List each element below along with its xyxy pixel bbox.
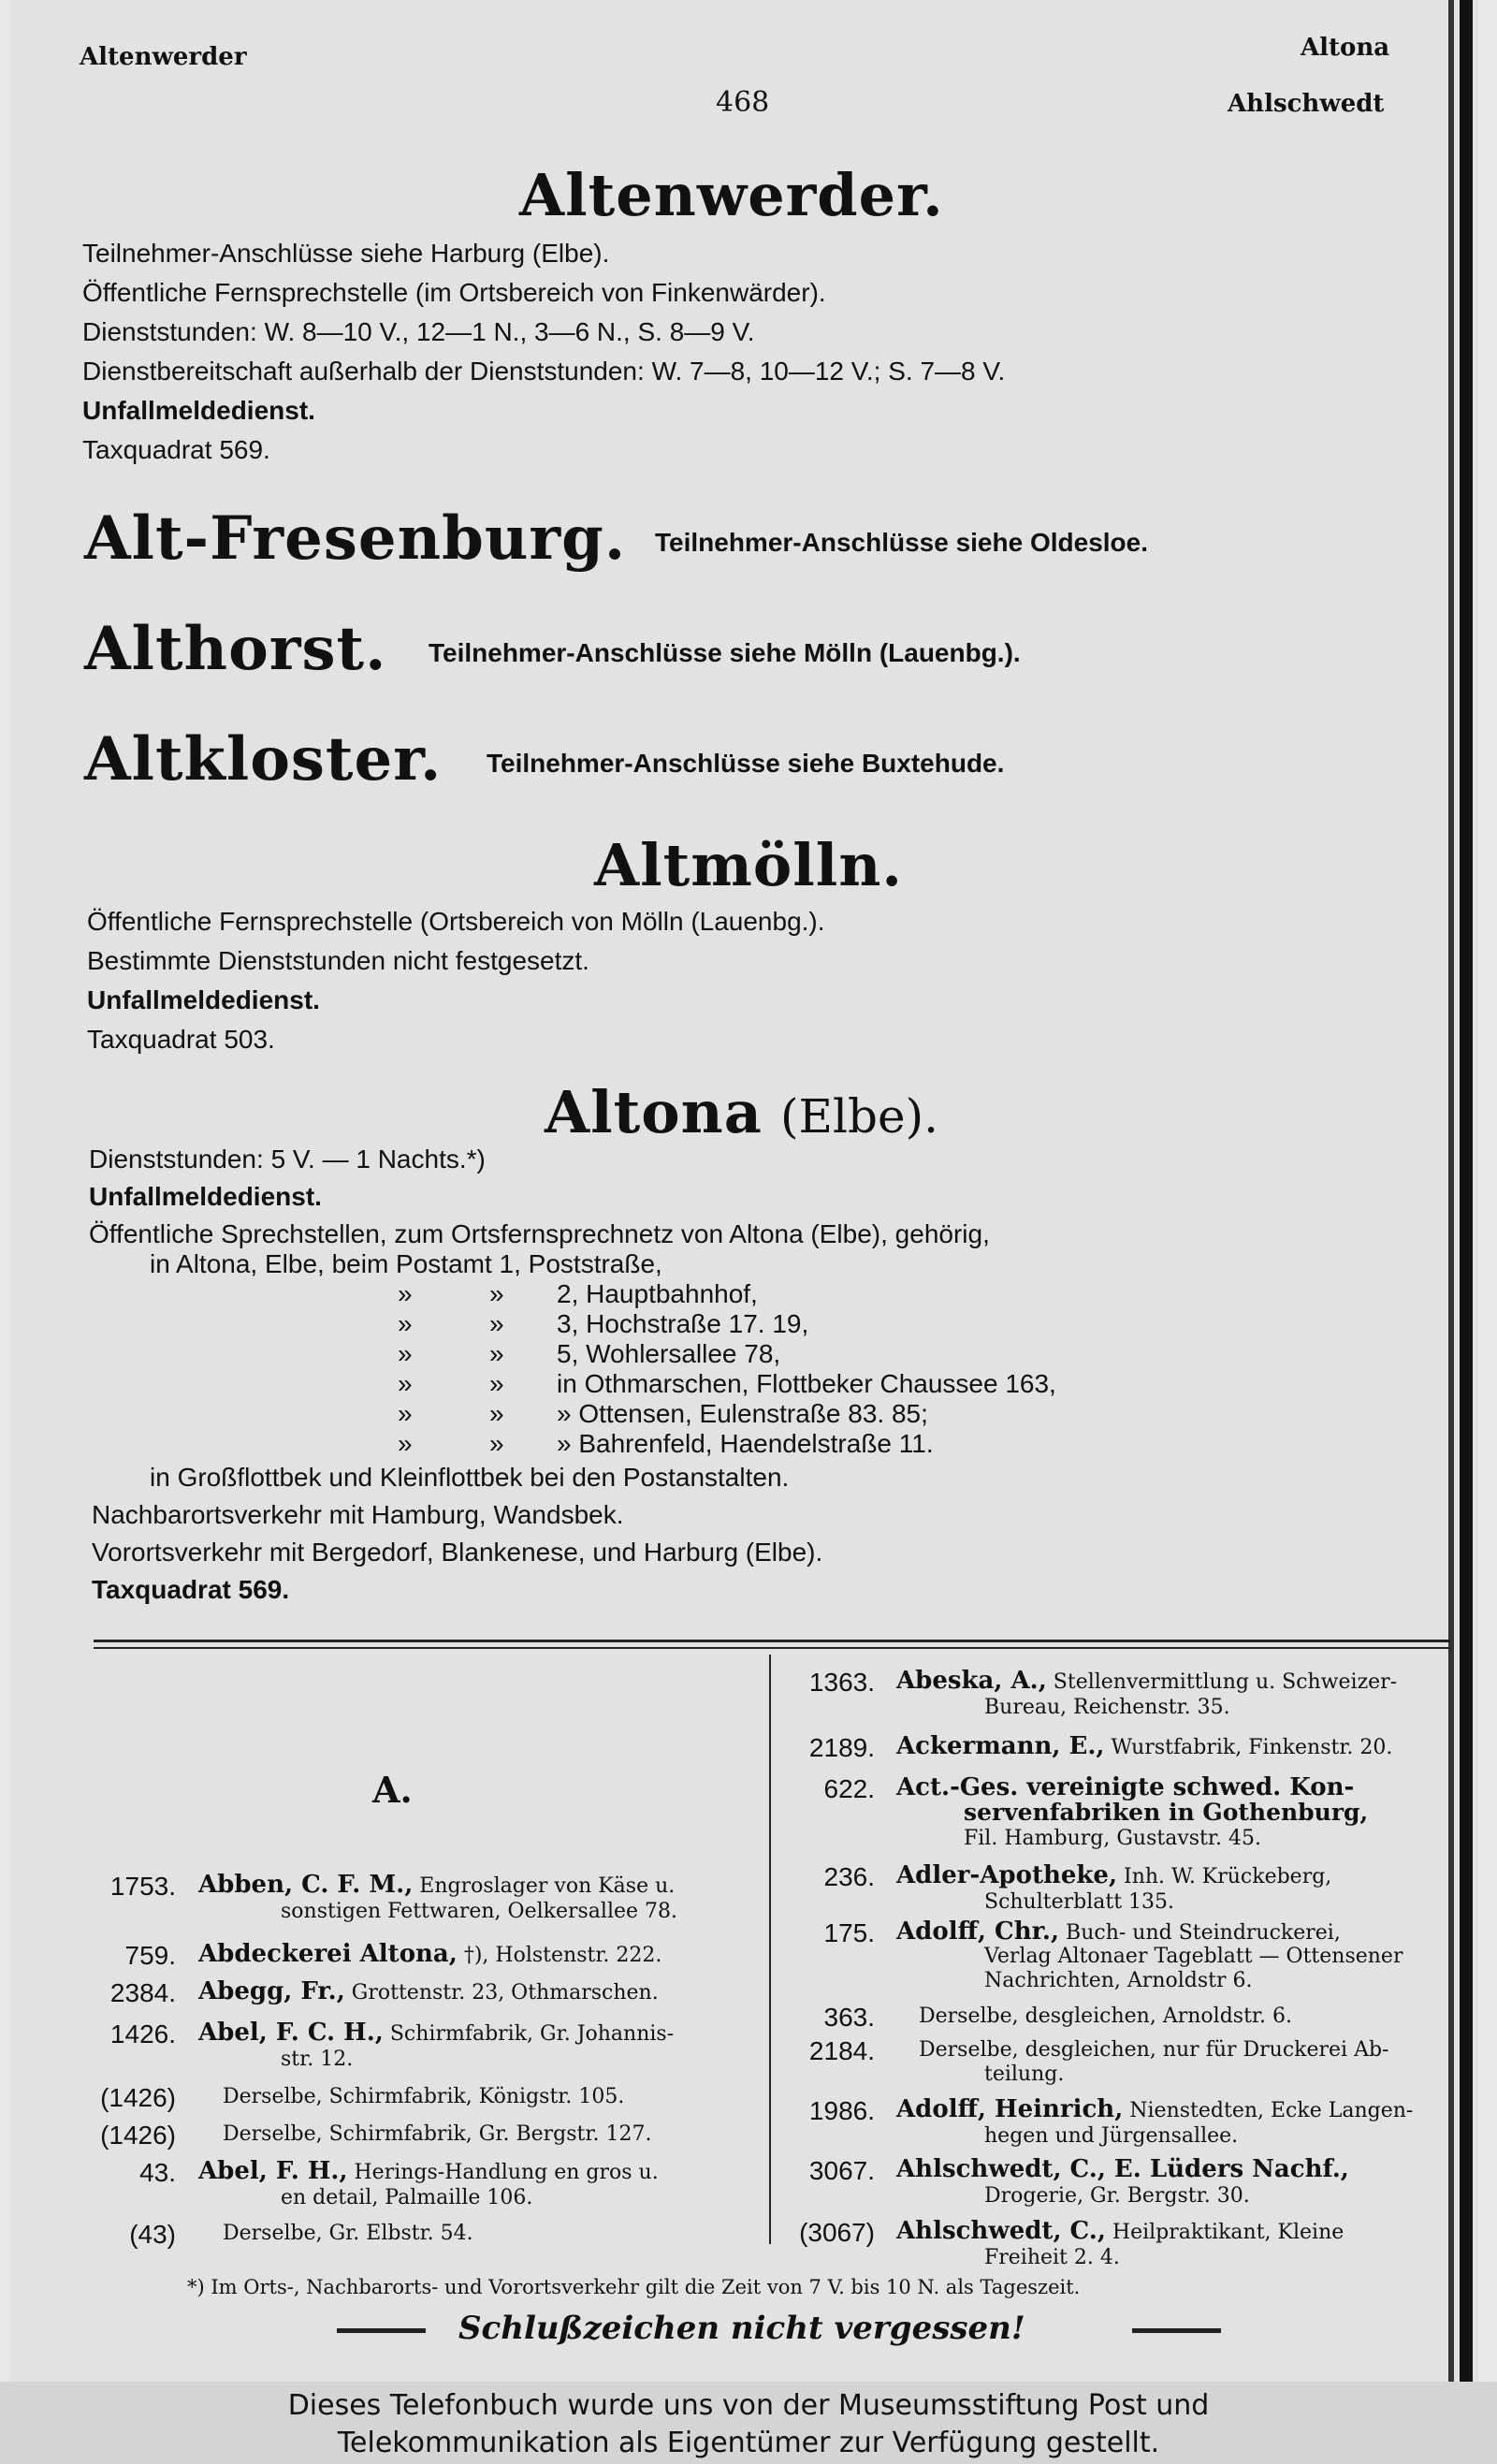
list-item bbox=[777, 2036, 1450, 2089]
entry-name: Abegg, Fr., bbox=[198, 1977, 345, 2005]
header-right-bottom: Ahlschwedt bbox=[1228, 90, 1385, 118]
altmoelln-line-1: Öffentliche Fernsprechstelle (Ortsbereich von Mölln (Lauenbg.). bbox=[87, 907, 825, 936]
entry-detail-line2: en detail, Palmaille 106. bbox=[281, 2186, 533, 2209]
column-divider bbox=[769, 1655, 771, 2244]
entry-detail: Inh. W. Krückeberg, bbox=[1124, 1865, 1332, 1888]
entry-name: Abeska, A., bbox=[896, 1667, 1047, 1695]
entry-number: 1753. bbox=[109, 1872, 176, 1901]
entry-detail: Derselbe, desgleichen, nur für Druckerei Ab- bbox=[919, 2038, 1389, 2062]
entry-number: 759. bbox=[124, 1941, 176, 1970]
ditto-mark: » bbox=[489, 1279, 504, 1308]
footnote: *) Im Orts-, Nachbarorts- und Vorortsverkehr gilt die Zeit von 7 V. bis 10 N. als Tageszeit. bbox=[187, 2276, 1081, 2298]
entry-detail-line2: sonstigen Fettwaren, Oelkersallee 78. bbox=[281, 1900, 677, 1923]
entry-name: Abben, C. F. M., bbox=[198, 1871, 414, 1899]
list-item bbox=[777, 1862, 1450, 1915]
entry-name: Adler-Apotheke, bbox=[896, 1861, 1118, 1889]
list-item bbox=[777, 2218, 1450, 2270]
list-item bbox=[0, 2019, 767, 2072]
list-item bbox=[0, 2121, 767, 2152]
altona-taxquadrat: Taxquadrat 569. bbox=[92, 1575, 290, 1604]
postamt-line: in Othmarschen, Flottbeker Chaussee 163, bbox=[557, 1369, 1056, 1398]
list-item bbox=[0, 2158, 767, 2210]
page-edge-dark bbox=[1460, 0, 1473, 2382]
footer-line-1: Dieses Telefonbuch wurde uns von der Museumsstiftung Post und bbox=[287, 2389, 1210, 2422]
list-item bbox=[0, 2220, 767, 2252]
althorst-title: Althorst. bbox=[84, 614, 387, 684]
ditto-mark: » bbox=[398, 1339, 413, 1368]
altenwerder-line-1: Teilnehmer-Anschlüsse siehe Harburg (Elbe). bbox=[82, 239, 610, 268]
entry-number: 2189. bbox=[808, 1733, 875, 1762]
altmoelln-line-3: Unfallmeldedienst. bbox=[87, 985, 320, 1014]
list-item bbox=[0, 2083, 767, 2115]
postamt-line: » Ottensen, Eulenstraße 83. 85; bbox=[557, 1399, 928, 1428]
altkloster-title: Altkloster. bbox=[84, 724, 443, 795]
altona-heading bbox=[545, 1078, 938, 1146]
entry-detail: Engroslager von Käse u. bbox=[419, 1874, 676, 1898]
alt-fresenburg-text: Teilnehmer-Anschlüsse siehe Oldesloe. bbox=[655, 528, 1148, 557]
entry-detail-line3: Fil. Hamburg, Gustavstr. 45. bbox=[964, 1827, 1261, 1850]
entry-name: Abel, F. C. H., bbox=[198, 2019, 384, 2047]
list-item bbox=[777, 1733, 1450, 1765]
altona-dienststunden: Dienststunden: 5 V. — 1 Nachts.*) bbox=[89, 1145, 486, 1174]
altona-postamt-intro: in Altona, Elbe, beim Postamt 1, Poststraße, bbox=[150, 1249, 662, 1278]
altenwerder-line-2: Öffentliche Fernsprechstelle (im Ortsbereich von Finkenwärder). bbox=[82, 278, 826, 307]
althorst-text: Teilnehmer-Anschlüsse siehe Mölln (Lauenbg.). bbox=[429, 638, 1021, 667]
ditto-mark: » bbox=[489, 1309, 504, 1338]
entry-detail-line2: str. 12. bbox=[281, 2048, 354, 2071]
page-number: 468 bbox=[716, 86, 770, 119]
altmoelln-line-4: Taxquadrat 503. bbox=[87, 1025, 275, 1054]
entry-detail: Schirmfabrik, Gr. Johannis- bbox=[389, 2022, 675, 2046]
entry-detail: Derselbe, desgleichen, Arnoldstr. 6. bbox=[919, 2005, 1292, 2028]
entry-detail: †), Holstenstr. 222. bbox=[463, 1944, 662, 1967]
list-item bbox=[0, 1978, 767, 2010]
ditto-mark: » bbox=[489, 1339, 504, 1368]
ditto-mark: » bbox=[489, 1429, 504, 1458]
entry-name: Act.-Ges. vereinigte schwed. Kon- bbox=[896, 1773, 1355, 1801]
list-item bbox=[777, 1668, 1450, 1720]
altkloster-text: Teilnehmer-Anschlüsse siehe Buxtehude. bbox=[487, 749, 1005, 778]
entry-number: 43. bbox=[139, 2158, 176, 2187]
list-item bbox=[777, 2156, 1450, 2209]
ditto-mark: » bbox=[398, 1279, 413, 1308]
entry-name: Ahlschwedt, C., E. Lüders Nachf., bbox=[896, 2155, 1349, 2183]
entry-detail-line2: Drogerie, Gr. Bergstr. 30. bbox=[984, 2184, 1250, 2208]
postamt-line: » Bahrenfeld, Haendelstraße 11. bbox=[557, 1429, 934, 1458]
entry-detail: Nienstedten, Ecke Langen- bbox=[1129, 2099, 1414, 2122]
entry-detail-line3: Nachrichten, Arnoldstr 6. bbox=[984, 1969, 1253, 1992]
altona-sprechstellen: Öffentliche Sprechstellen, zum Ortsfernsprechnetz von Altona (Elbe), gehörig, bbox=[89, 1219, 990, 1248]
ditto-mark: » bbox=[489, 1399, 504, 1428]
slogan-dash-left bbox=[337, 2328, 426, 2333]
ditto-mark: » bbox=[489, 1369, 504, 1398]
altenwerder-title: Altenwerder. bbox=[519, 161, 944, 229]
entry-detail-line2: Bureau, Reichenstr. 35. bbox=[984, 1696, 1230, 1719]
alt-fresenburg-title: Alt-Fresenburg. bbox=[84, 503, 627, 574]
entry-number: 622. bbox=[823, 1774, 875, 1803]
footer-line-2: Telekommunikation als Eigentümer zur Verfügung gestellt. bbox=[337, 2427, 1160, 2459]
entry-name: Adolff, Heinrich, bbox=[896, 2095, 1124, 2123]
list-item bbox=[777, 2003, 1450, 2034]
postamt-line: 3, Hochstraße 17. 19, bbox=[557, 1309, 809, 1338]
entry-detail: Grottenstr. 23, Othmarschen. bbox=[351, 1981, 659, 2005]
entry-detail: Stellenvermittlung u. Schweizer- bbox=[1053, 1670, 1398, 1694]
altmoelln-line-2: Bestimmte Dienststunden nicht festgesetzt. bbox=[87, 946, 589, 975]
attribution-footer bbox=[0, 2382, 1497, 2464]
postamt-line: 5, Wohlersallee 78, bbox=[557, 1339, 781, 1368]
entry-name: Ahlschwedt, C., bbox=[896, 2217, 1106, 2245]
slogan-dash-right bbox=[1132, 2328, 1221, 2333]
entry-name: Adolff, Chr., bbox=[896, 1917, 1060, 1946]
entry-name: Ackermann, E., bbox=[896, 1732, 1105, 1760]
list-item bbox=[777, 1918, 1450, 1997]
entry-detail: Heilpraktikant, Kleine bbox=[1112, 2221, 1344, 2244]
entry-number: 175. bbox=[823, 1918, 875, 1947]
entry-number: 3067. bbox=[808, 2156, 875, 2185]
entry-detail: Derselbe, Gr. Elbstr. 54. bbox=[223, 2222, 473, 2245]
altona-title-suffix: (Elbe). bbox=[780, 1089, 938, 1144]
entry-number: 363. bbox=[823, 2003, 875, 2032]
entry-number: 2384. bbox=[109, 1978, 176, 2007]
altona-vororts: Vorortsverkehr mit Bergedorf, Blankenese, und Harburg (Elbe). bbox=[92, 1538, 823, 1567]
entry-number: (1426) bbox=[100, 2121, 176, 2150]
entry-detail-line2: hegen und Jürgensallee. bbox=[984, 2124, 1239, 2148]
list-item bbox=[0, 1941, 767, 1973]
list-item bbox=[777, 1774, 1450, 1853]
entry-detail: Wurstfabrik, Finkenstr. 20. bbox=[1111, 1736, 1393, 1759]
entry-number: 1363. bbox=[808, 1668, 875, 1697]
entry-detail-line2: Verlag Altonaer Tageblatt — Ottensener bbox=[984, 1945, 1403, 1968]
entry-name: Abel, F. H., bbox=[198, 2157, 348, 2185]
entry-number: 2184. bbox=[808, 2036, 875, 2065]
header-right-top: Altona bbox=[1301, 34, 1390, 62]
header-left: Altenwerder bbox=[80, 43, 247, 71]
entry-detail: Derselbe, Schirmfabrik, Gr. Bergstr. 127. bbox=[223, 2122, 652, 2146]
ditto-mark: » bbox=[398, 1369, 413, 1398]
entry-detail-line2: teilung. bbox=[984, 2063, 1065, 2086]
entry-number: 1986. bbox=[808, 2096, 875, 2125]
altona-nachbarorts: Nachbarortsverkehr mit Hamburg, Wandsbek. bbox=[92, 1500, 624, 1529]
entry-number: (3067) bbox=[799, 2218, 875, 2247]
altenwerder-line-4: Dienstbereitschaft außerhalb der Dienststunden: W. 7—8, 10—12 V.; S. 7—8 V. bbox=[82, 357, 1006, 386]
divider-rule-bottom bbox=[94, 1647, 1450, 1649]
ditto-mark: » bbox=[398, 1399, 413, 1428]
entry-number: (1426) bbox=[100, 2083, 176, 2112]
altona-title: Altona bbox=[545, 1078, 763, 1146]
slogan: Schlußzeichen nicht vergessen! bbox=[458, 2310, 1025, 2347]
entry-name: Abdeckerei Altona, bbox=[198, 1940, 458, 1968]
altona-unfall: Unfallmeldedienst. bbox=[89, 1182, 322, 1211]
entry-detail-line2: Schulterblatt 135. bbox=[984, 1890, 1175, 1914]
entry-detail: Herings-Handlung en gros u. bbox=[354, 2161, 659, 2184]
section-letter: A. bbox=[372, 1769, 413, 1811]
altona-flottbek: in Großflottbek und Kleinflottbek bei den Postanstalten. bbox=[150, 1463, 790, 1492]
altenwerder-line-3: Dienststunden: W. 8—10 V., 12—1 N., 3—6 N., S. 8—9 V. bbox=[82, 317, 755, 346]
entry-detail: Buch- und Steindruckerei, bbox=[1066, 1921, 1341, 1945]
entry-detail-line2: servenfabriken in Gothenburg, bbox=[964, 1799, 1369, 1826]
list-item bbox=[0, 1872, 767, 1924]
entry-detail-line2: Freiheit 2. 4. bbox=[984, 2246, 1120, 2269]
divider-rule-top bbox=[94, 1640, 1450, 1642]
altenwerder-line-5: Unfallmeldedienst. bbox=[82, 396, 315, 425]
entry-number: (43) bbox=[129, 2220, 176, 2249]
entry-number: 236. bbox=[823, 1862, 875, 1891]
ditto-mark: » bbox=[398, 1429, 413, 1458]
entry-number: 1426. bbox=[109, 2019, 176, 2048]
entry-detail: Derselbe, Schirmfabrik, Königstr. 105. bbox=[223, 2085, 625, 2108]
ditto-mark: » bbox=[398, 1309, 413, 1338]
postamt-line: 2, Hauptbahnhof, bbox=[557, 1279, 758, 1308]
list-item bbox=[777, 2096, 1450, 2149]
altmoelln-title: Altmölln. bbox=[594, 831, 904, 899]
altenwerder-line-6: Taxquadrat 569. bbox=[82, 435, 270, 464]
